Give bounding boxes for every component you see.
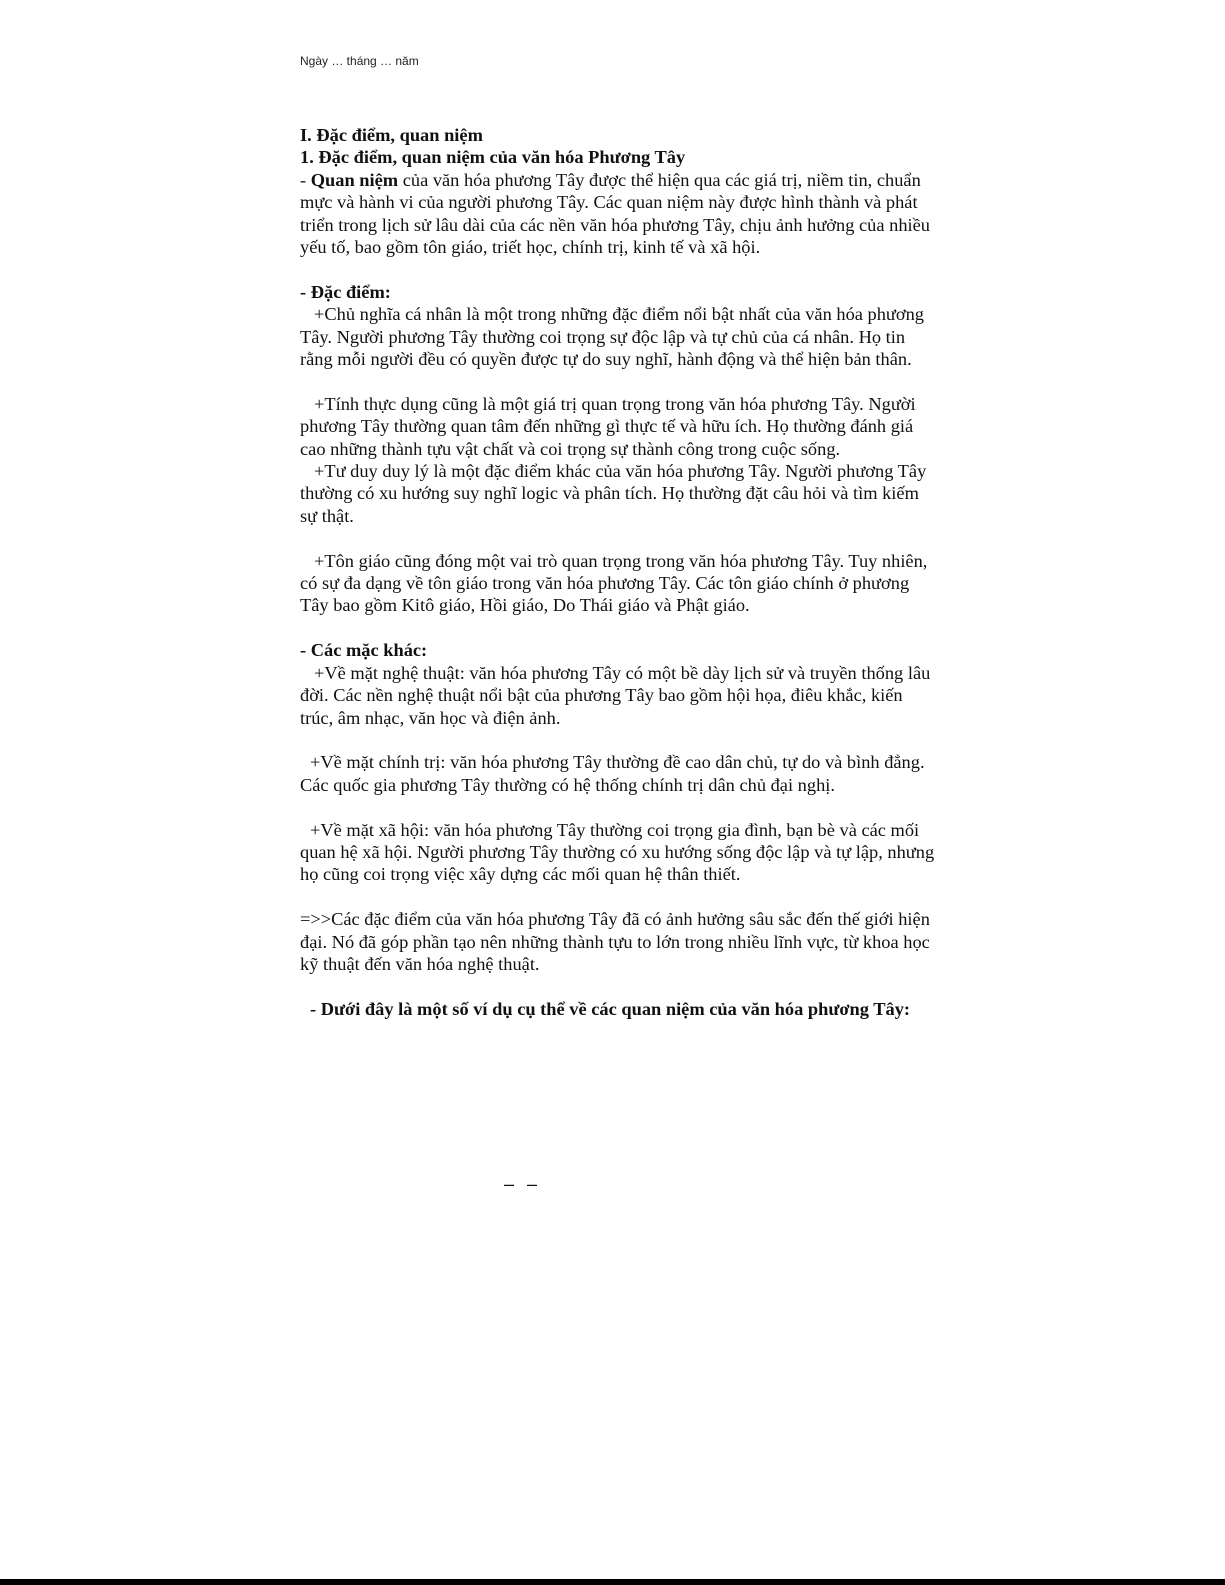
document-body	[300, 124, 940, 1020]
spacer	[300, 886, 940, 908]
bottom-rule	[0, 1579, 1225, 1585]
concept-term: Quan niệm	[310, 169, 399, 190]
conclusion-paragraph: =>>Các đặc điểm của văn hóa phương Tây đã có ảnh hưởng sâu sắc đến thế giới hiện đại. Nó đã góp phần tạo nên những thành tựu to lớn trong nhiều lĩnh vực, từ khoa học kỹ thuật đến văn hóa nghệ thuật.	[300, 909, 930, 974]
concept-prefix: -	[300, 169, 311, 190]
section-title: I. Đặc điểm, quan niệm	[300, 125, 483, 145]
spacer	[300, 527, 940, 549]
feature-paragraph: +Tôn giáo cũng đóng một vai trò quan trọng trong văn hóa phương Tây. Tuy nhiên, có sự đa dạng về tôn giáo trong văn hóa phương Tây. Các tôn giáo chính ở phương Tây bao gồm Kitô giáo, Hồi giáo, Do Thái giáo và Phật giáo.	[300, 550, 928, 616]
spacer	[300, 796, 940, 818]
page-mark: – –	[504, 1174, 542, 1194]
spacer	[300, 729, 940, 751]
aspect-paragraph: +Về mặt chính trị: văn hóa phương Tây thường đề cao dân chủ, tự do và bình đẳng. Các quốc gia phương Tây thường có hệ thống chính trị dân chủ đại nghị.	[300, 752, 925, 795]
feature-paragraph: +Chủ nghĩa cá nhân là một trong những đặc điểm nổi bật nhất của văn hóa phương Tây. Người phương Tây thường coi trọng sự độc lập và tự chủ của cá nhân. Họ tin rằng mỗi người đều có quyền được tự do suy nghĩ, hành động và thể hiện bản thân.	[300, 304, 924, 370]
subsection-title: 1. Đặc điểm, quan niệm của văn hóa Phương Tây	[300, 147, 686, 168]
spacer	[300, 975, 940, 997]
aspect-paragraph: +Về mặt xã hội: văn hóa phương Tây thường coi trọng gia đình, bạn bè và các mối quan hệ xã hội. Người phương Tây thường có xu hướng sống độc lập và tự lập, nhưng họ cũng coi trọng việc xây dựng các mối quan hệ thân thiết.	[300, 819, 935, 885]
features-heading: - Đặc điểm:	[300, 281, 391, 302]
concept-paragraph	[300, 169, 940, 259]
feature-paragraph: +Tính thực dụng cũng là một giá trị quan trọng trong văn hóa phương Tây. Người phương Tây thường quan tâm đến những gì thực tế và hữu ích. Họ thường đánh giá cao những thành tựu vật chất và coi trọng sự thành công trong cuộc sống.	[300, 393, 916, 459]
other-aspects-heading: - Các mặc khác:	[300, 640, 428, 661]
concept-text: của văn hóa phương Tây được thể hiện qua các giá trị, niềm tin, chuẩn mực và hành vi của người phương Tây. Các quan niệm này được hình thành và phát triển trong lịch sử lâu dài của các nền văn hóa phương Tây, chịu ảnh hưởng của nhiều yếu tố, bao gồm tôn giáo, triết học, chính trị, kinh tế và xã hội.	[300, 169, 930, 258]
spacer	[300, 370, 940, 392]
aspect-paragraph: +Về mặt nghệ thuật: văn hóa phương Tây có một bề dày lịch sử và truyền thống lâu đời. Các nền nghệ thuật nổi bật của phương Tây bao gồm hội họa, điêu khắc, kiến trúc, âm nhạc, văn học và điện ảnh.	[300, 662, 931, 728]
examples-heading: - Dưới đây là một số ví dụ cụ thể về các quan niệm của văn hóa phương Tây:	[310, 998, 911, 1019]
feature-paragraph: +Tư duy duy lý là một đặc điểm khác của văn hóa phương Tây. Người phương Tây thường có xu hướng suy nghĩ logic và phân tích. Họ thường đặt câu hỏi và tìm kiếm sự thật.	[300, 461, 927, 526]
date-line: Ngày … tháng … năm	[300, 54, 419, 68]
spacer	[300, 258, 940, 280]
spacer	[300, 617, 940, 639]
